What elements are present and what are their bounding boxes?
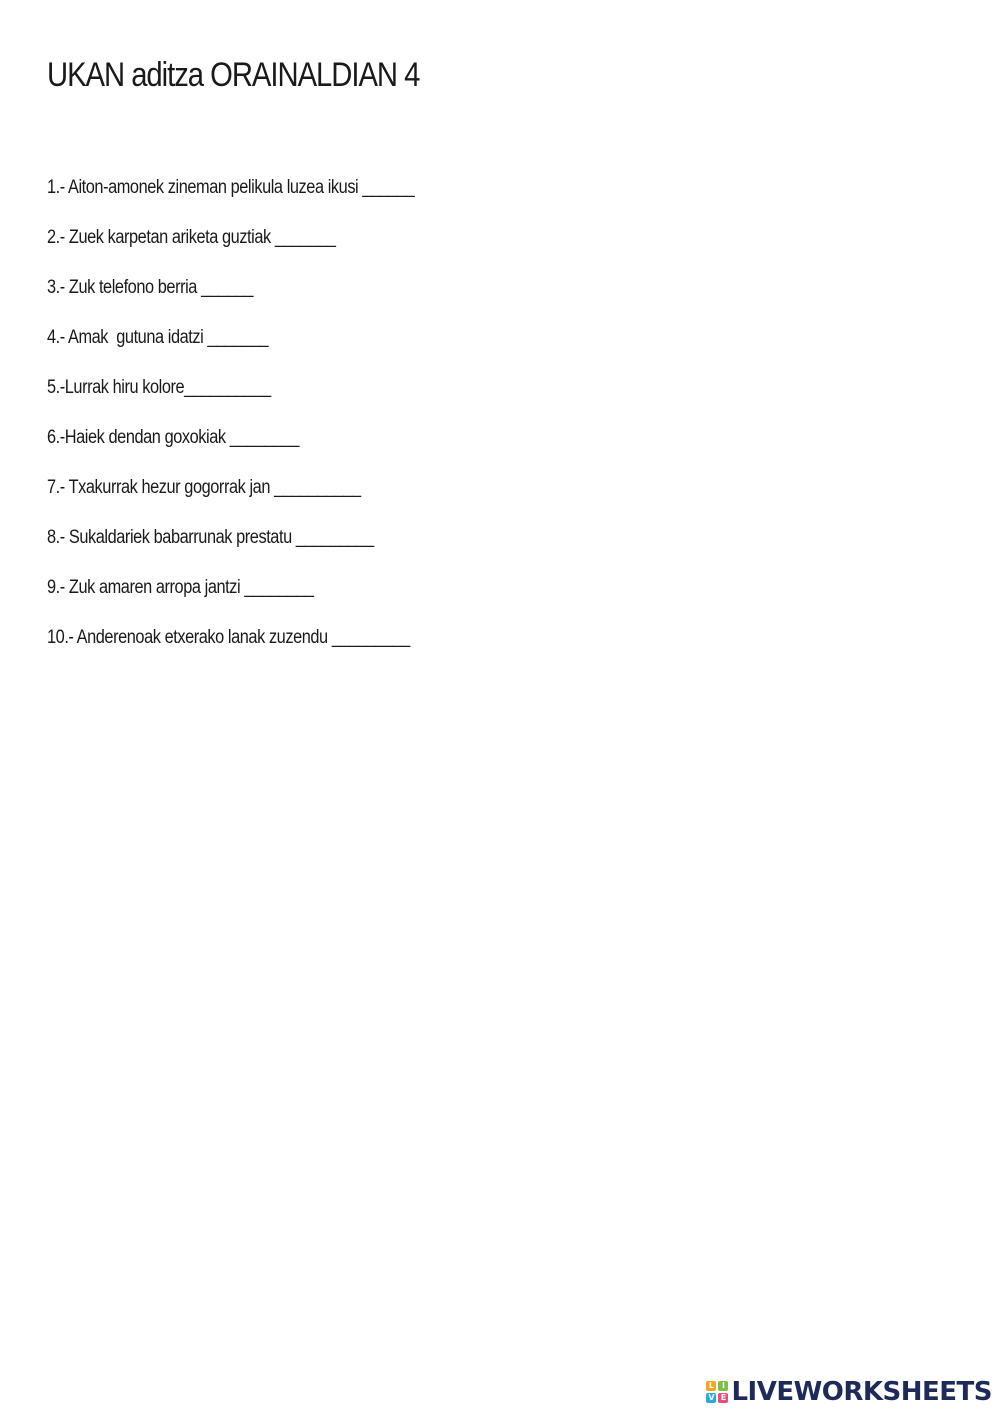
exercise-item-7[interactable]: 7.- Txakurrak hezur gogorrak jan __________: [47, 477, 361, 498]
exercise-item-5[interactable]: 5.-Lurrak hiru kolore__________: [47, 377, 271, 398]
logo-blocks-icon: [706, 1381, 728, 1403]
exercise-item-9[interactable]: 9.- Zuk amaren arropa jantzi ________: [47, 577, 314, 598]
exercise-item-4[interactable]: 4.- Amak gutuna idatzi _______: [47, 327, 269, 348]
exercise-item-3[interactable]: 3.- Zuk telefono berria ______: [47, 277, 254, 298]
exercise-item-10[interactable]: 10.- Anderenoak etxerako lanak zuzendu _________: [47, 627, 410, 648]
logo-block-l: L: [706, 1381, 716, 1391]
logo-block-i: I: [718, 1381, 728, 1391]
page-title: UKAN aditza ORAINALDIAN 4: [47, 56, 420, 94]
logo-block-e: E: [718, 1393, 728, 1403]
exercise-item-1[interactable]: 1.- Aiton-amonek zineman pelikula luzea ikusi ______: [47, 177, 415, 198]
liveworksheets-logo: [706, 1377, 992, 1407]
exercise-item-8[interactable]: 8.- Sukaldariek babarrunak prestatu _________: [47, 527, 374, 548]
logo-text: LIVEWORKSHEETS: [731, 1377, 992, 1407]
exercise-item-2[interactable]: 2.- Zuek karpetan ariketa guztiak _______: [47, 227, 336, 248]
exercise-list: [47, 176, 474, 676]
exercise-item-6[interactable]: 6.-Haiek dendan goxokiak ________: [47, 427, 299, 448]
logo-block-v: V: [708, 1393, 715, 1402]
